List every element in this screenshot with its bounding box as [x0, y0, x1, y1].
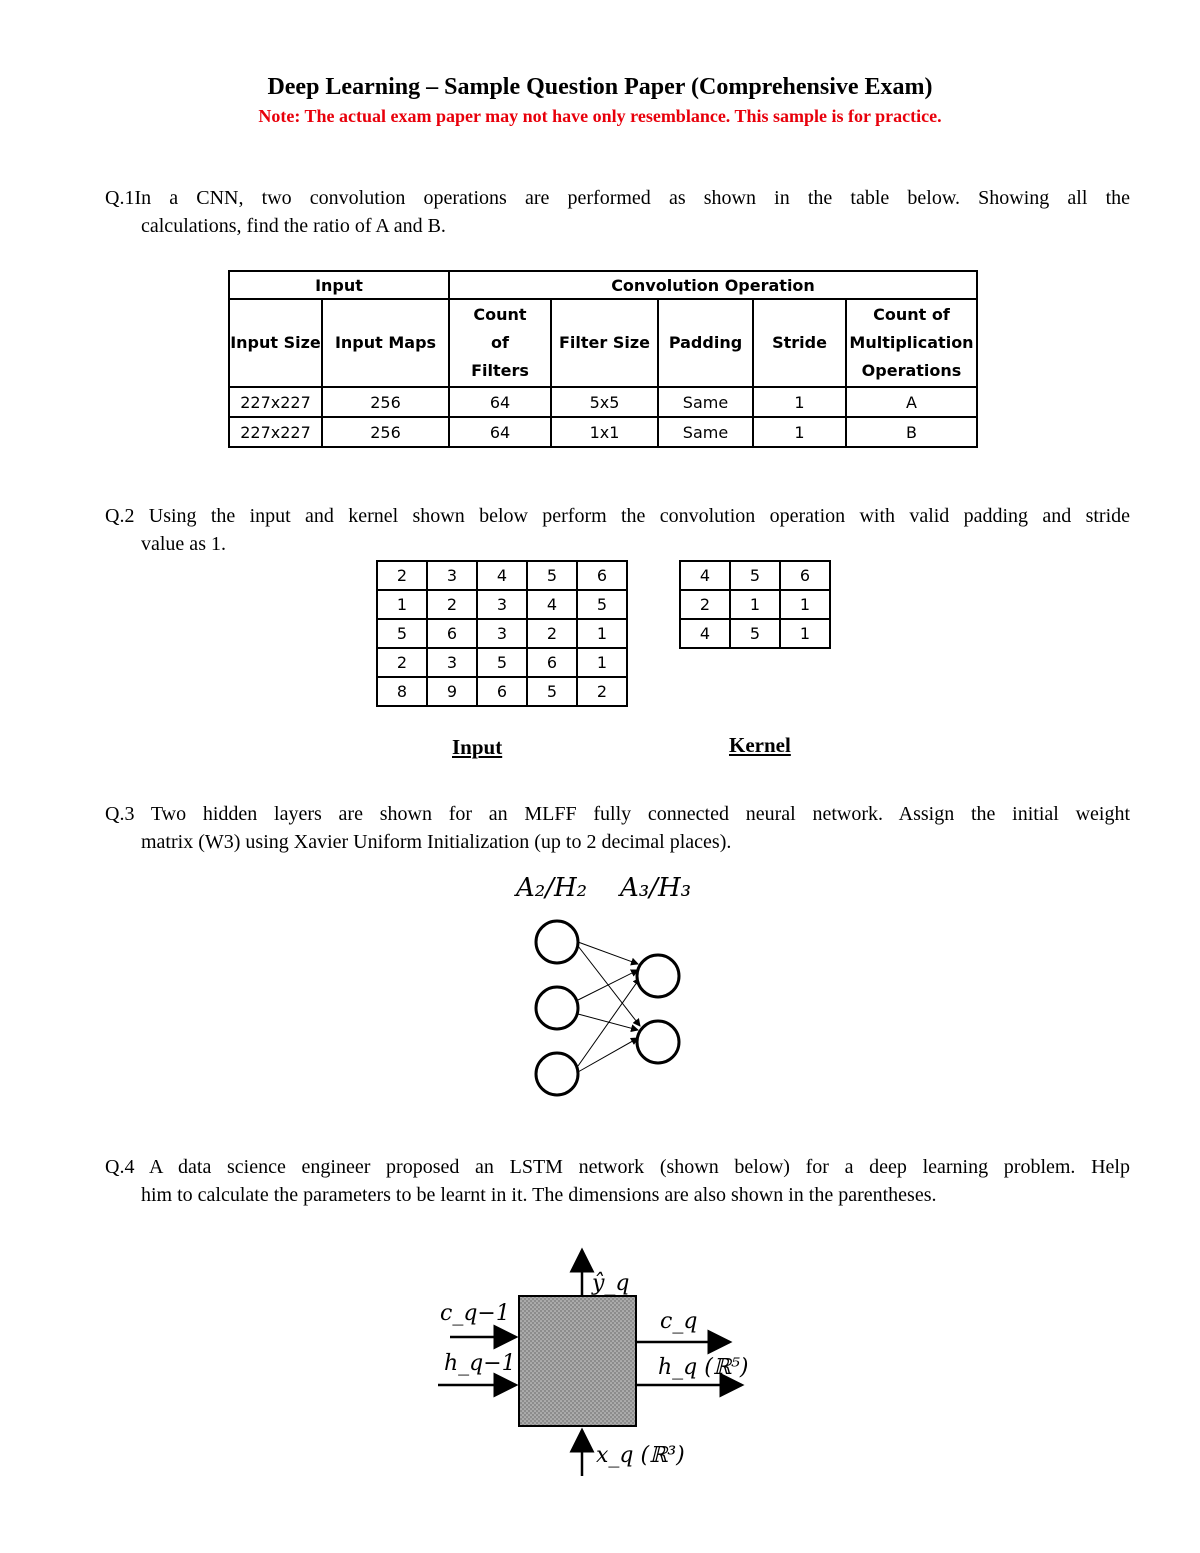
kernel-caption: Kernel — [729, 733, 791, 757]
neurons — [536, 921, 679, 1095]
matrix-cell: 1 — [780, 590, 830, 619]
matrix-cell: 5 — [577, 590, 627, 619]
matrix-cell: 2 — [427, 590, 477, 619]
table-column-header-row — [229, 299, 977, 387]
input-matrix — [376, 560, 628, 707]
matrix-cell: 3 — [427, 561, 477, 590]
table-cell: 1 — [753, 387, 846, 417]
matrix-cell: 4 — [680, 619, 730, 648]
question-3-line-1: Q.3 Two hidden layers are shown for an MLFF fully connected neural network. Assign the initial weight — [105, 803, 1130, 825]
table-cell: Same — [658, 387, 753, 417]
matrix-cell: 2 — [527, 619, 577, 648]
lstm-cell-block — [519, 1296, 636, 1426]
column-header: Padding — [658, 299, 753, 387]
neuron-layer-2 — [536, 987, 578, 1029]
matrix-cell: 2 — [680, 590, 730, 619]
table-cell: 227x227 — [229, 417, 322, 447]
kernel-matrix — [679, 560, 831, 649]
column-header: Count of Multiplication Operations — [846, 299, 977, 387]
matrix-cell: 5 — [527, 561, 577, 590]
neural-network-diagram — [500, 866, 720, 1106]
x-in-label: x_q (ℝ³) — [596, 1443, 685, 1468]
lstm-cell-diagram — [420, 1240, 770, 1490]
column-header: Filter Size — [551, 299, 658, 387]
layer-label-2: A₂/H₂ — [516, 873, 588, 903]
matrix-cell: 1 — [577, 619, 627, 648]
column-header: Count of Filters — [449, 299, 551, 387]
question-2 — [105, 502, 1130, 558]
connection-line — [578, 1014, 638, 1030]
matrix-cell: 5 — [527, 677, 577, 706]
question-3 — [105, 800, 1130, 856]
table-cell: 256 — [322, 417, 449, 447]
matrix-row — [377, 590, 627, 619]
cnn-convolution-table — [228, 270, 978, 448]
table-cell: B — [846, 417, 977, 447]
question-3-line-2: matrix (W3) using Xavier Uniform Initialization (up to 2 decimal places). — [141, 831, 732, 853]
h-prev-label: h_q−1 — [444, 1351, 516, 1376]
question-4 — [105, 1153, 1130, 1209]
question-2-line-2: value as 1. — [141, 533, 226, 555]
matrix-cell: 8 — [377, 677, 427, 706]
matrix-cell: 3 — [477, 590, 527, 619]
table-row — [229, 417, 977, 447]
question-1 — [105, 184, 1130, 240]
matrix-row — [377, 561, 627, 590]
matrix-row — [680, 590, 830, 619]
neuron-layer-2 — [536, 921, 578, 963]
matrix-cell: 2 — [377, 648, 427, 677]
connection-line — [578, 970, 638, 1000]
group-header-convolution: Convolution Operation — [449, 271, 977, 299]
question-1-line-2: calculations, find the ratio of A and B. — [141, 215, 446, 237]
table-cell: Same — [658, 417, 753, 447]
connection-line — [578, 1038, 638, 1072]
group-header-input: Input — [229, 271, 449, 299]
table-cell: 256 — [322, 387, 449, 417]
table-cell: 227x227 — [229, 387, 322, 417]
neuron-layer-3 — [637, 955, 679, 997]
question-4-line-2: him to calculate the parameters to be learnt in it. The dimensions are also shown in the parentheses. — [141, 1184, 937, 1206]
matrix-cell: 5 — [730, 619, 780, 648]
column-header: Input Size — [229, 299, 322, 387]
page-title: Deep Learning – Sample Question Paper (Comprehensive Exam) — [267, 74, 933, 100]
matrix-cell: 6 — [527, 648, 577, 677]
h-out-label: h_q (ℝ⁵) — [658, 1355, 749, 1380]
matrix-cell: 4 — [477, 561, 527, 590]
matrix-cell: 6 — [780, 561, 830, 590]
table-cell: 1x1 — [551, 417, 658, 447]
table-cell: 5x5 — [551, 387, 658, 417]
question-4-line-1: Q.4 A data science engineer proposed an LSTM network (shown below) for a deep learning problem. Help — [105, 1156, 1130, 1178]
neuron-layer-2 — [536, 1053, 578, 1095]
connection-line — [578, 946, 640, 1026]
column-header: Stride — [753, 299, 846, 387]
matrix-row — [377, 619, 627, 648]
table-cell: 1 — [753, 417, 846, 447]
c-out-label: c_q — [660, 1309, 698, 1334]
matrix-cell: 1 — [577, 648, 627, 677]
matrix-cell: 5 — [377, 619, 427, 648]
y-hat-label: ŷ_q — [592, 1271, 630, 1296]
matrix-cell: 4 — [680, 561, 730, 590]
matrix-cell: 5 — [477, 648, 527, 677]
matrix-row — [680, 561, 830, 590]
question-2-line-1: Q.2 Using the input and kernel shown below perform the convolution operation with valid padding and stride — [105, 505, 1130, 527]
matrix-cell: 6 — [577, 561, 627, 590]
matrix-cell: 4 — [527, 590, 577, 619]
matrix-cell: 1 — [730, 590, 780, 619]
connection-line — [578, 978, 640, 1066]
input-caption: Input — [452, 735, 503, 759]
matrix-cell: 1 — [780, 619, 830, 648]
matrix-cell: 6 — [427, 619, 477, 648]
connection-line — [578, 942, 638, 964]
matrix-cell: 6 — [477, 677, 527, 706]
table-cell: A — [846, 387, 977, 417]
matrix-cell: 2 — [577, 677, 627, 706]
question-1-line-1: Q.1In a CNN, two convolution operations are performed as shown in the table below. Showing all the — [105, 187, 1130, 209]
matrix-cell: 3 — [477, 619, 527, 648]
matrix-cell: 3 — [427, 648, 477, 677]
table-row — [229, 387, 977, 417]
matrix-cell: 5 — [730, 561, 780, 590]
matrix-cell: 1 — [377, 590, 427, 619]
matrix-cell: 2 — [377, 561, 427, 590]
column-header: Input Maps — [322, 299, 449, 387]
table-group-header-row — [229, 271, 977, 299]
matrix-cell: 9 — [427, 677, 477, 706]
layer-label-3: A₃/H₃ — [620, 873, 692, 903]
neuron-layer-3 — [637, 1021, 679, 1063]
table-cell: 64 — [449, 417, 551, 447]
connection-lines — [578, 942, 640, 1072]
matrix-row — [377, 677, 627, 706]
table-cell: 64 — [449, 387, 551, 417]
matrix-row — [377, 648, 627, 677]
matrix-row — [680, 619, 830, 648]
practice-note: Note: The actual exam paper may not have only resemblance. This sample is for practice. — [258, 106, 942, 126]
c-prev-label: c_q−1 — [440, 1301, 510, 1326]
